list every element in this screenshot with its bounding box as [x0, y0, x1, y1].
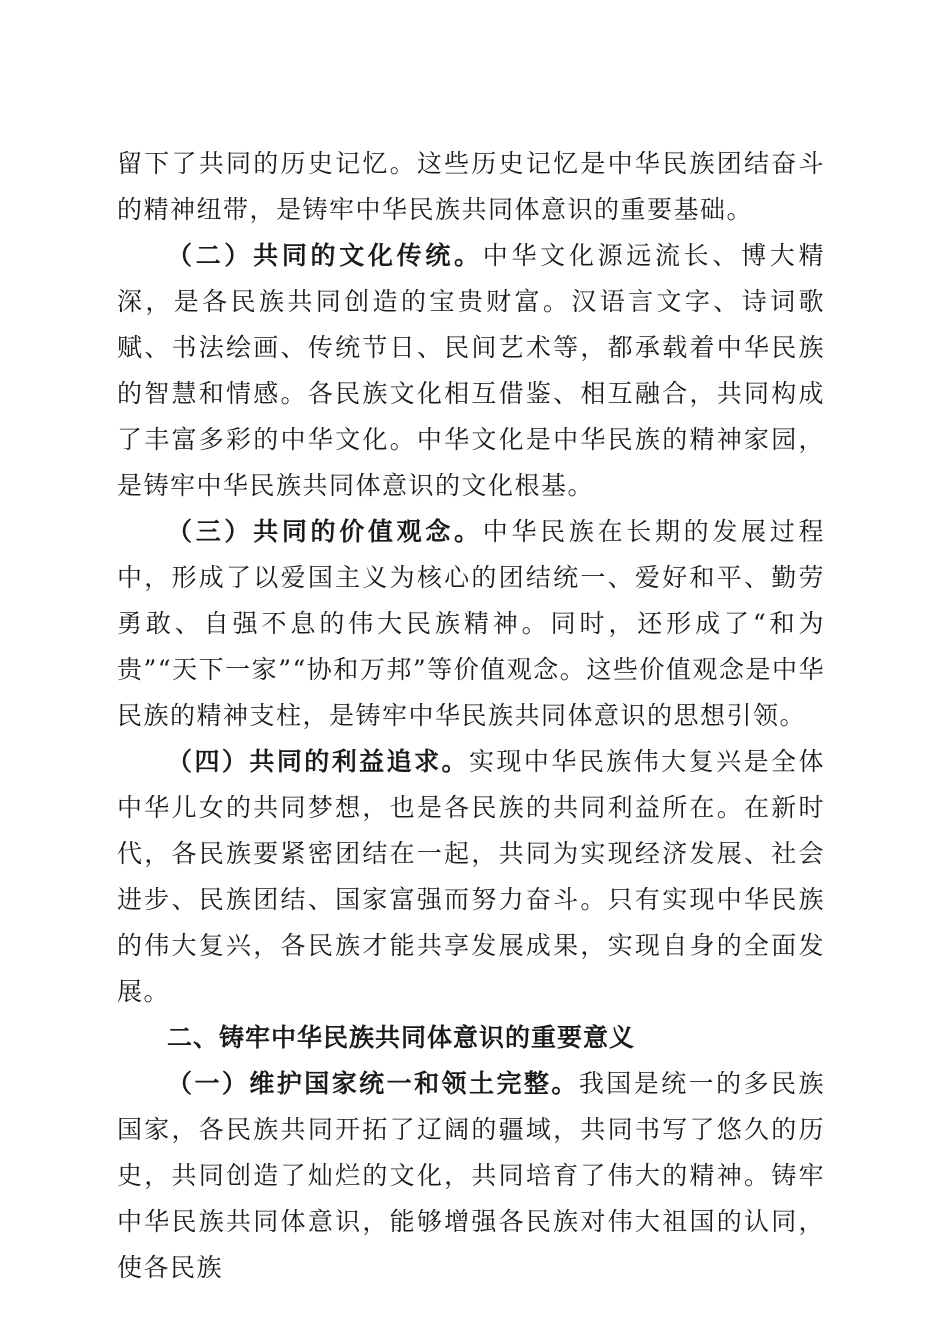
paragraph-4 — [117, 739, 825, 1015]
paragraph-5 — [117, 1061, 825, 1291]
paragraph-2-lead: （二）共同的文化传统。 — [167, 241, 483, 270]
paragraph-3 — [117, 509, 825, 739]
paragraph-3-lead: （三）共同的价值观念。 — [167, 517, 483, 546]
paragraph-5-lead: （一）维护国家统一和领土完整。 — [167, 1069, 579, 1098]
paragraph-4-lead: （四）共同的利益追求。 — [167, 747, 470, 776]
paragraph-2-text: 中华文化源远流长、博大精深，是各民族共同创造的宝贵财富。汉语言文字、诗词歌赋、书法绘画、传统节日、民间艺术等，都承载着中华民族的智慧和情感。各民族文化相互借鉴、相互融合，共同构成了丰富多彩的中华文化。中华文化是中华民族的精神家园，是铸牢中华民族共同体意识的文化根基。 — [117, 241, 825, 500]
paragraph-1-text: 留下了共同的历史记忆。这些历史记忆是中华民族团结奋斗的精神纽带，是铸牢中华民族共同体意识的重要基础。 — [117, 149, 825, 224]
section-heading: 二、铸牢中华民族共同体意识的重要意义 — [167, 1023, 636, 1052]
paragraph-3-text: 中华民族在长期的发展过程中，形成了以爱国主义为核心的团结统一、爱好和平、勤劳勇敢、自强不息的伟大民族精神。同时，还形成了“和为贵”“天下一家”“协和万邦”等价值观念。这些价值观念是中华民族的精神支柱，是铸牢中华民族共同体意识的思想引领。 — [117, 517, 825, 730]
paragraph-2 — [117, 233, 825, 509]
document-page — [117, 141, 825, 1291]
paragraph-5-text: 我国是统一的多民族国家，各民族共同开拓了辽阔的疆域，共同书写了悠久的历史，共同创造了灿烂的文化，共同培育了伟大的精神。铸牢中华民族共同体意识，能够增强各民族对伟大祖国的认同，使各民族 — [117, 1069, 825, 1282]
paragraph-1 — [117, 141, 825, 233]
paragraph-4-text: 实现中华民族伟大复兴是全体中华儿女的共同梦想，也是各民族的共同利益所在。在新时代，各民族要紧密团结在一起，共同为实现经济发展、社会进步、民族团结、国家富强而努力奋斗。只有实现中华民族的伟大复兴，各民族才能共享发展成果，实现自身的全面发展。 — [117, 747, 825, 1006]
